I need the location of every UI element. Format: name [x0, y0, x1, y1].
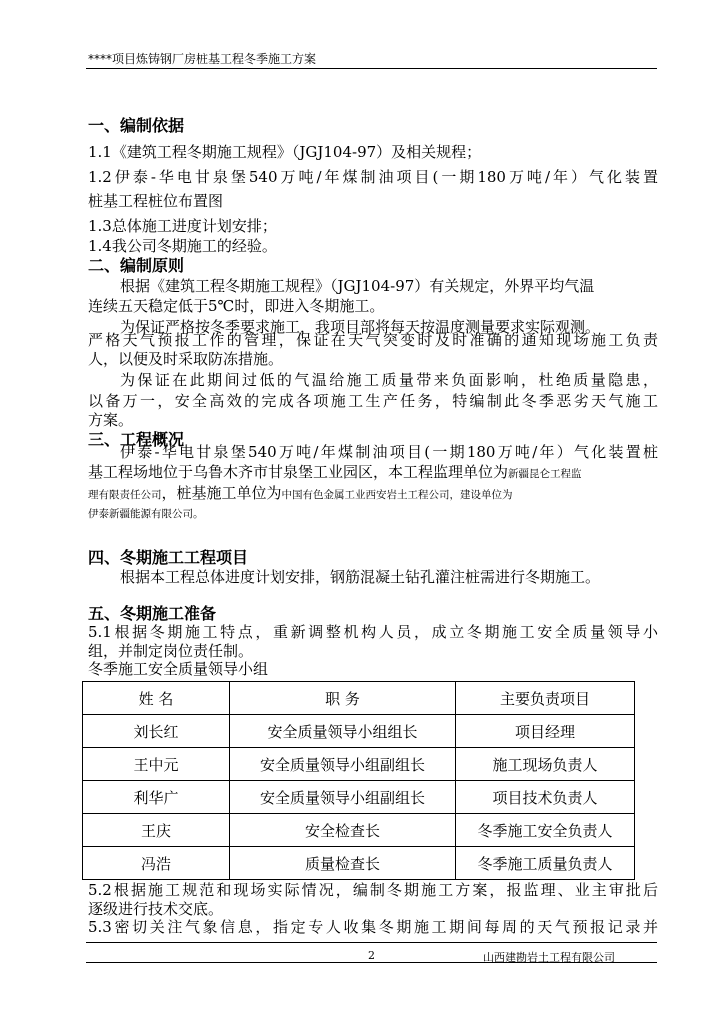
- table-cell: 安全质量领导小组组长: [230, 715, 456, 748]
- table-cell: 安全检查长: [230, 814, 456, 847]
- s2-line: 连续五天稳定低于5℃时，即进入冬期施工。: [88, 297, 385, 315]
- table-caption: 冬季施工安全质量领导小组: [88, 660, 269, 678]
- section-2-title: 二、编制原则: [88, 256, 185, 275]
- table-row: [83, 781, 635, 814]
- s3-line: 基工程场地位于乌鲁木齐市甘泉堡工业园区，本工程监理单位为新疆昆仑工程监: [88, 463, 582, 481]
- table-cell: 安全质量领导小组副组长: [230, 748, 456, 781]
- table-header: 职 务: [230, 682, 456, 715]
- table-cell: 质量检查长: [230, 847, 456, 880]
- table-cell: 项目经理: [456, 715, 635, 748]
- s5-line: 5.1根据冬期施工特点，重新调整机构人员，成立冬期施工安全质量领导小: [88, 623, 658, 641]
- s1-item: 1.4我公司冬期施工的经验。: [88, 237, 277, 255]
- table-cell: 冬季施工质量负责人: [456, 847, 635, 880]
- table-cell: 安全质量领导小组副组长: [230, 781, 456, 814]
- section-3-title: 三、工程概况: [88, 430, 185, 449]
- s5-line: 5.2根据施工规范和现场实际情况，编制冬期施工方案，报监理、业主审批后: [88, 881, 658, 899]
- s5-line: 组，并制定岗位责任制。: [88, 642, 254, 660]
- leadership-table: [82, 681, 635, 880]
- table-cell: 冯浩: [83, 847, 230, 880]
- s4-text: 根据本工程总体进度计划安排，钢筋混凝土钻孔灌注桩需进行冬期施工。: [120, 568, 601, 586]
- s2-line: 为保证严格按冬季要求施工，我项目部将每天按温度测量要求实际观测。: [120, 318, 601, 336]
- table-cell: 刘长红: [83, 715, 230, 748]
- s3-line: 伊泰-华电甘泉堡540万吨/年煤制油项目(一期180万吨/年）气化装置桩: [120, 443, 658, 461]
- table-cell: 王庆: [83, 814, 230, 847]
- s1-item: 桩基工程桩位布置图: [88, 192, 224, 210]
- table-cell: 利华广: [83, 781, 230, 814]
- table-header: 主要负责项目: [456, 682, 635, 715]
- page-header: ****项目炼铸钢厂房桩基工程冬季施工方案: [88, 52, 317, 66]
- table-row: [83, 814, 635, 847]
- s2-line: 人，以便及时采取防冻措施。: [88, 350, 284, 368]
- footer-bottom-rule: [86, 962, 657, 963]
- s1-item: 1.2伊泰-华电甘泉堡540万吨/年煤制油项目(一期180万吨/年）气化装置: [88, 168, 658, 186]
- header-rule: [86, 68, 657, 69]
- footer-company: 山西建勘岩土工程有限公司: [483, 951, 615, 964]
- s1-item: 1.3总体施工进度计划安排；: [88, 217, 277, 235]
- s2-line: 为保证在此期间过低的气温给施工质量带来负面影响，杜绝质量隐患，: [120, 371, 658, 389]
- table-row: [83, 847, 635, 880]
- table-header: 姓 名: [83, 682, 230, 715]
- s3-line: 理有限责任公司，桩基施工单位为中国有色金属工业西安岩土工程公司，建设单位为: [88, 484, 513, 502]
- s5-line: 逐级进行技术交底。: [88, 900, 224, 918]
- section-5-title: 五、冬期施工准备: [88, 604, 217, 623]
- table-row: [83, 715, 635, 748]
- table-cell: 施工现场负责人: [456, 748, 635, 781]
- section-1-title: 一、编制依据: [88, 116, 185, 135]
- s1-item: 1.1《建筑工程冬期施工规程》（JGJ104-97）及相关规程；: [88, 143, 482, 161]
- footer-rule: [86, 942, 657, 943]
- table-cell: 王中元: [83, 748, 230, 781]
- s2-line: 根据《建筑工程冬期施工规程》（JGJ104-97）有关规定，外界平均气温: [120, 277, 595, 295]
- s3-line: 伊泰新疆能源有限公司。: [88, 508, 204, 520]
- table-row: [83, 748, 635, 781]
- s2-line: 方案。: [88, 411, 134, 429]
- section-4-title: 四、冬期施工工程项目: [88, 548, 249, 567]
- page-number: 2: [368, 949, 375, 962]
- s5-line: 5.3密切关注气象信息，指定专人收集冬期施工期间每周的天气预报记录并: [88, 918, 658, 936]
- table-cell: 项目技术负责人: [456, 781, 635, 814]
- s2-line: 以备万一，安全高效的完成各项施工生产任务，特编制此冬季恶劣天气施工: [88, 392, 658, 410]
- table-cell: 冬季施工安全负责人: [456, 814, 635, 847]
- table-header-row: [83, 682, 635, 715]
- s2-line: 严格天气预报工作的管理，保证在天气突变时及时准确的通知现场施工负责: [88, 331, 658, 349]
